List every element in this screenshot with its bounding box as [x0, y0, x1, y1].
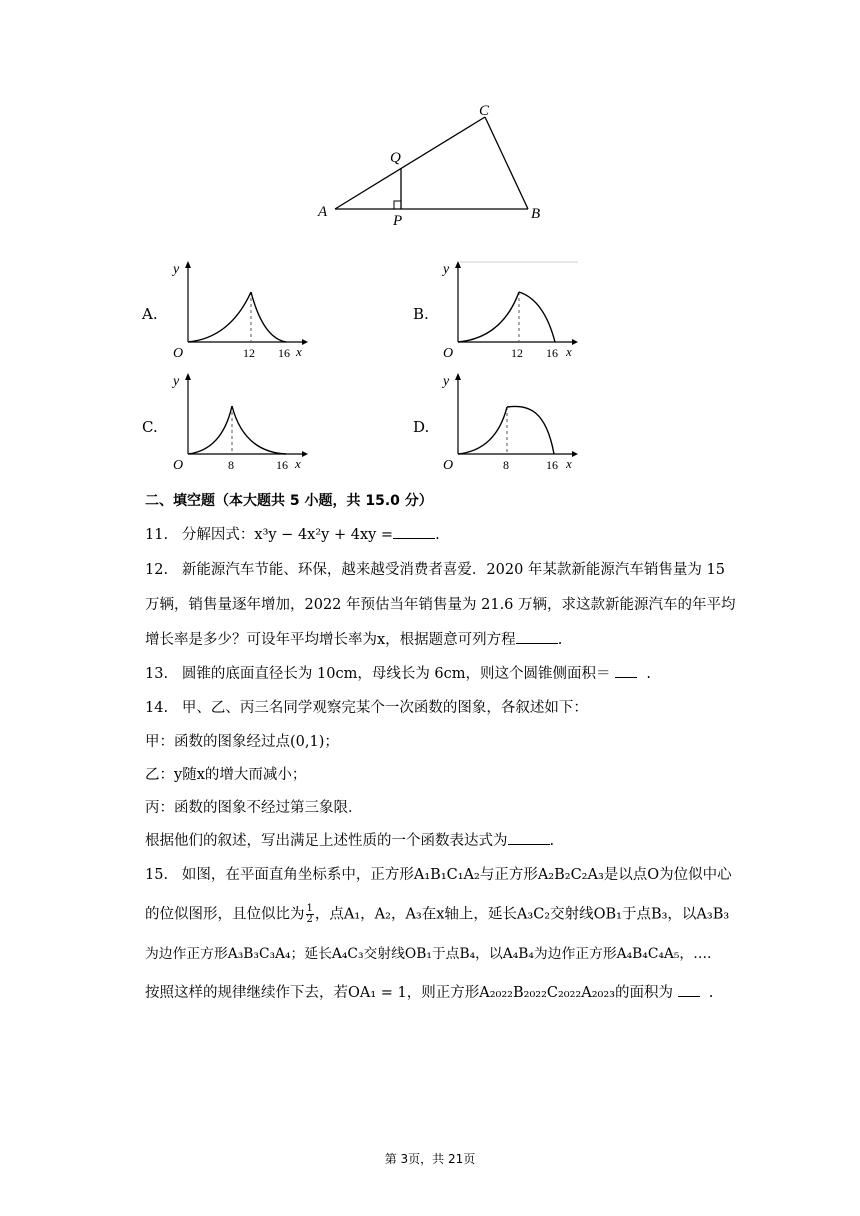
peak-tick-label: 12	[243, 346, 255, 360]
question-14-line-3: 乙：y随x的增大而减小；	[145, 767, 307, 783]
option-a-graph	[170, 258, 310, 363]
answer-blank[interactable]	[508, 832, 550, 845]
page-footer: 第 3页，共 21页	[384, 1152, 476, 1166]
peak-tick-label: 8	[228, 458, 234, 472]
label-c: C	[479, 103, 490, 119]
question-15-line-1: 15. 如图，在平面直角坐标系中，正方形A₁B₁C₁A₂与正方形A₂B₂C₂A₃是以点O为位似中心	[145, 867, 732, 883]
question-12-line-3: 增长率是多少？可设年平均增长率为x，根据题意可列方程 .	[145, 632, 563, 648]
label-a: A	[318, 204, 328, 220]
question-number: 11.	[145, 527, 169, 543]
option-d-graph	[440, 370, 585, 475]
peak-tick-label: 8	[503, 458, 509, 472]
origin-label: O	[173, 346, 184, 361]
question-12-line-2: 万辆，销售量逐年增加，2022 年预估当年销售量为 21.6 万辆，求这款新能源汽车的年平均	[145, 597, 736, 613]
end-tick-label: 16	[546, 346, 558, 360]
label-q: Q	[390, 150, 401, 166]
y-axis-label: y	[443, 374, 450, 389]
label-b: B	[531, 206, 541, 222]
option-c-letter: C.	[142, 418, 158, 436]
question-number: 12.	[145, 562, 169, 578]
option-b-graph	[440, 258, 585, 363]
answer-blank[interactable]	[393, 526, 435, 539]
answer-blank[interactable]	[516, 631, 558, 644]
fraction: $\frac{1}{2}$	[306, 903, 313, 925]
question-14-line-5: 根据他们的叙述，写出满足上述性质的一个函数表达式为 .	[145, 833, 555, 849]
x-axis-label: x	[296, 344, 302, 359]
question-14-line-1: 14. 甲、乙、丙三名同学观察完某个一次函数的图象，各叙述如下：	[145, 700, 588, 716]
question-15-line-3: 为边作正方形A₃B₃C₃A₄；延长A₄C₃交射线OB₁于点B₄，以A₄B₄为边作正方形A₄B₄C₄A₅，….	[145, 946, 712, 962]
origin-label: O	[173, 458, 184, 473]
end-tick-label: 16	[276, 458, 288, 472]
peak-tick-label: 12	[511, 346, 523, 360]
question-number: 15.	[145, 867, 169, 883]
option-a-letter: A.	[142, 305, 158, 323]
y-axis-label: y	[173, 374, 180, 389]
section-title: 二、填空题（本大题共 5 小题，共 15.0 分）	[145, 493, 433, 509]
question-number: 14.	[145, 700, 169, 716]
origin-label: O	[443, 458, 454, 473]
question-14-line-4: 丙：函数的图象不经过第三象限．	[145, 800, 363, 816]
question-14-line-2: 甲：函数的图象经过点(0,1)；	[145, 734, 339, 750]
question-15-line-2: 的位似图形，且位似比为 $\frac{1}{2}$ ，点A₁，A₂，A₃在x轴上，延长A₃C₂交射线OB₁于点B₃，以A₃B₃	[145, 903, 730, 925]
option-c-graph	[170, 370, 310, 475]
y-axis-label: y	[173, 262, 180, 277]
origin-label: O	[443, 346, 454, 361]
label-p: P	[393, 213, 403, 229]
question-15-line-4: 按照这样的规律继续作下去，若OA₁ = 1，则正方形A₂₀₂₂B₂₀₂₂C₂₀₂₂A₂₀₂₃的面积为 .	[145, 985, 714, 1001]
question-12-line-1: 12. 新能源汽车节能、环保，越来越受消费者喜爱．2020 年某款新能源汽车销售量为 15	[145, 562, 725, 578]
answer-blank[interactable]	[615, 665, 637, 678]
end-tick-label: 16	[278, 346, 290, 360]
x-axis-label: x	[566, 456, 572, 471]
question-13: 13. 圆锥的底面直径长为 10cm，母线长为 6cm，则这个圆锥侧面积＝ .	[145, 666, 651, 682]
triangle-figure	[310, 95, 550, 230]
question-11: 11. 分解因式：x³y − 4x²y + 4xy = .	[145, 527, 440, 543]
x-axis-label: x	[295, 456, 301, 471]
end-tick-label: 16	[546, 458, 558, 472]
option-d-letter: D.	[413, 418, 430, 436]
x-axis-label: x	[566, 344, 572, 359]
option-b-letter: B.	[413, 305, 429, 323]
answer-blank[interactable]	[678, 984, 700, 997]
question-number: 13.	[145, 666, 169, 682]
y-axis-label: y	[443, 262, 450, 277]
question-text: 分解因式：x³y − 4x²y + 4xy =	[181, 527, 394, 543]
